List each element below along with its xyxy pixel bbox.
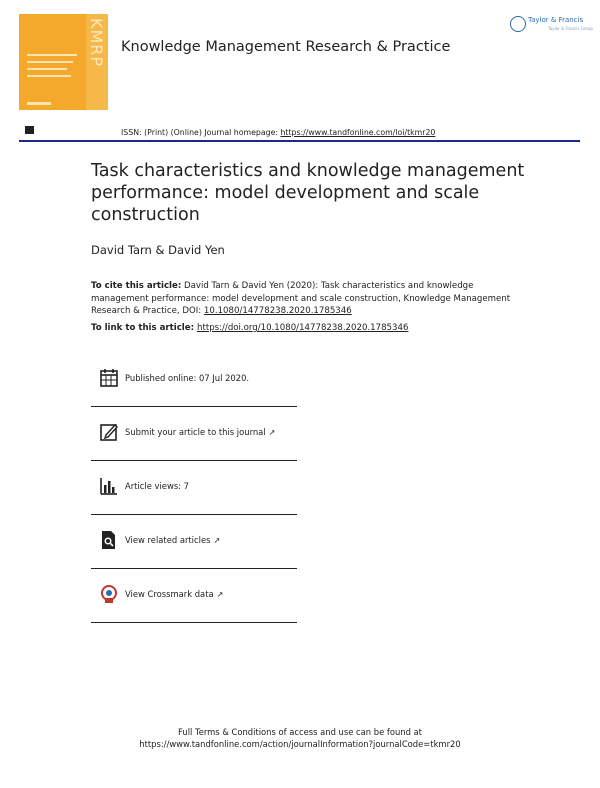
cover-publisher-mark bbox=[27, 102, 51, 105]
publisher-logo-icon bbox=[510, 16, 526, 32]
article-views-label: Article views: 7 bbox=[125, 481, 189, 491]
publisher-logo[interactable] bbox=[510, 14, 593, 36]
footer bbox=[0, 726, 600, 750]
crossmark-icon bbox=[99, 584, 119, 604]
publisher-group: Taylor & Francis Group bbox=[548, 26, 593, 31]
related-articles-row[interactable] bbox=[91, 514, 297, 569]
related-articles-text[interactable]: View related articles bbox=[125, 535, 211, 545]
issn-line bbox=[121, 128, 435, 137]
footer-terms-link[interactable]: https://www.tandfonline.com/action/journalInformation?journalCode=tkmr20 bbox=[139, 739, 461, 749]
citation-label: To cite this article: bbox=[91, 281, 182, 291]
journal-homepage-link[interactable]: https://www.tandfonline.com/loi/tkmr20 bbox=[280, 128, 436, 137]
submit-article-label[interactable] bbox=[125, 427, 275, 437]
authors: David Tarn & David Yen bbox=[91, 243, 225, 257]
publisher-name: Taylor & Francis bbox=[528, 16, 584, 24]
crossmark-row[interactable] bbox=[91, 568, 297, 623]
footer-terms-text: Full Terms & Conditions of access and use can be found at bbox=[178, 727, 422, 737]
citation-doi-link[interactable]: 10.1080/14778238.2020.1785346 bbox=[203, 306, 352, 316]
document-search-icon bbox=[99, 530, 119, 550]
article-link bbox=[91, 323, 408, 333]
article-link-label: To link to this article: bbox=[91, 323, 198, 333]
citation bbox=[91, 280, 521, 318]
crossmark-label[interactable] bbox=[125, 589, 223, 599]
calendar-icon bbox=[99, 368, 119, 388]
article-views-row bbox=[91, 460, 297, 515]
published-online-row bbox=[91, 352, 297, 407]
bar-chart-icon bbox=[99, 476, 119, 496]
external-link-icon[interactable]: ↗ bbox=[213, 536, 221, 545]
article-title: Task characteristics and knowledge management performance: model development and scale construction bbox=[91, 161, 525, 225]
cover-title-line bbox=[27, 75, 71, 77]
edit-icon bbox=[99, 422, 119, 442]
related-articles-label[interactable] bbox=[125, 535, 220, 545]
journal-cover bbox=[19, 14, 108, 110]
published-online-label: Published online: 07 Jul 2020. bbox=[125, 373, 250, 383]
cover-abbr: KMRP bbox=[87, 18, 106, 68]
submit-article-row[interactable] bbox=[91, 406, 297, 461]
citation-text: David Tarn & David Yen (2020): Task characteristics and knowledge management performance: model development and scale construction, Knowledge Management Research & Practice, DOI: bbox=[91, 281, 511, 316]
external-link-icon[interactable]: ↗ bbox=[268, 428, 276, 437]
journal-title[interactable]: Knowledge Management Research & Practice bbox=[121, 39, 451, 55]
issn-text: ISSN: (Print) (Online) Journal homepage: bbox=[121, 128, 281, 137]
crossmark-text[interactable]: View Crossmark data bbox=[125, 589, 214, 599]
header-rule bbox=[19, 140, 580, 142]
partner-logos bbox=[25, 125, 105, 137]
submit-article-text[interactable]: Submit your article to this journal bbox=[125, 427, 266, 437]
partner-logo-icon bbox=[25, 126, 34, 134]
cover-title-line bbox=[27, 54, 77, 56]
article-doi-url[interactable]: https://doi.org/10.1080/14778238.2020.1785346 bbox=[197, 323, 409, 333]
external-link-icon[interactable]: ↗ bbox=[216, 590, 224, 599]
cover-title-line bbox=[27, 68, 67, 70]
cover-title-line bbox=[27, 61, 73, 63]
